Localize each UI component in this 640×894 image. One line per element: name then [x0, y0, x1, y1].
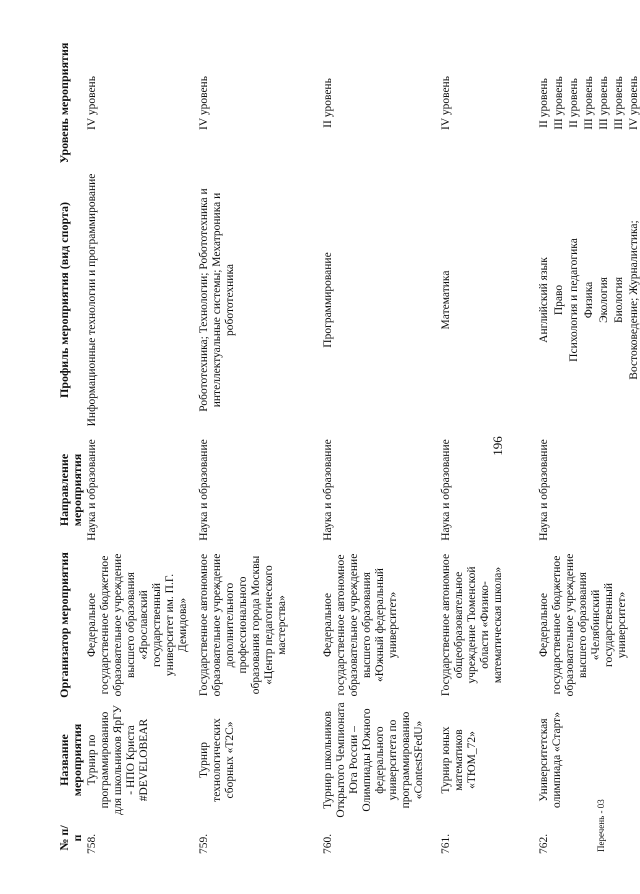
table-body — [86, 36, 640, 856]
level-item: II уровень — [538, 78, 550, 128]
table-row — [538, 36, 640, 856]
event-organizer: Государственное автономное общеобразовательное учреждение Тюменской области «Физико-математическая школа» — [440, 553, 504, 697]
event-organizer: Федеральное государственное автономное образовательное учреждение высшего образования «Южный федеральный университет» — [322, 553, 399, 697]
table-row — [322, 36, 440, 856]
level-item: III уровень — [598, 76, 610, 130]
row-number: 761. — [440, 833, 452, 854]
event-name: Турнир юных математиков «ТЮМ_72» — [440, 726, 478, 794]
event-direction: Наука и образование — [198, 439, 210, 541]
event-organizer: Федеральное государственное бюджетное образовательное учреждение высшего образования «Ярославский государственный университет им. П.Г. Демидова» — [86, 553, 189, 697]
level-item: IV уровень — [628, 76, 640, 130]
level-item: III уровень — [553, 76, 565, 130]
row-number: 760. — [322, 833, 334, 854]
page-number: 196 — [490, 436, 505, 456]
profile-item: Право — [553, 284, 565, 316]
event-direction: Наука и образование — [440, 439, 452, 541]
table-header-row — [58, 36, 86, 856]
event-profile — [538, 170, 640, 430]
event-direction: Наука и образование — [86, 439, 98, 541]
profile-item: Биология — [613, 277, 625, 324]
profile-item: Экология — [598, 277, 610, 323]
header-direction: Направление мероприятия — [57, 453, 84, 527]
profile-item: Робототехника; Технологии; Робототехника и интеллектуальные системы; Мехатроника и робототехника — [198, 188, 236, 412]
event-profile — [440, 170, 538, 430]
profile-item: Программирование — [322, 252, 334, 348]
level-item: IV уровень — [440, 76, 452, 130]
event-direction: Наука и образование — [322, 439, 334, 541]
level-item: IV уровень — [198, 76, 210, 130]
level-item: II уровень — [322, 78, 334, 128]
profile-item: Информационные технологии и программирование — [86, 173, 98, 427]
events-table — [58, 36, 640, 856]
event-level — [86, 36, 198, 170]
row-number: 762. — [538, 833, 550, 854]
profile-item: Востоковедение; Журналистика; — [628, 220, 640, 380]
event-profile — [322, 170, 440, 430]
event-name: Университетская олимпиада «Старт» — [538, 712, 563, 808]
event-level — [440, 36, 538, 170]
event-organizer: Государственное автономное образовательное учреждение дополнительного профессионального образования города Москвы «Центр педагогического мастерства» — [198, 553, 288, 697]
profile-item: Физика — [583, 281, 595, 319]
header-level: Уровень мероприятия — [57, 42, 71, 164]
table-row — [198, 36, 322, 856]
header-name: Название мероприятия — [57, 723, 84, 797]
header-num: № п/п — [57, 825, 84, 851]
table-row — [86, 36, 198, 856]
event-level — [198, 36, 322, 170]
event-direction: Наука и образование — [538, 439, 550, 541]
level-item: IV уровень — [86, 76, 98, 130]
event-profile — [198, 170, 322, 430]
event-name: Турнир школьников Открытого Чемпионата Юга России – Олимпиады Южного федерального университета по программированию «ContestSFedU» — [322, 702, 425, 818]
table-row — [440, 36, 538, 856]
event-level — [538, 36, 640, 170]
event-name: Турнир по программированию для школьников ЯрГУ - НПО Криста #DEVELOBEAR — [86, 705, 150, 815]
header-profile: Профиль мероприятия (вид спорта) — [57, 201, 71, 399]
level-item: III уровень — [613, 76, 625, 130]
event-organizer: Федеральное государственное бюджетное образовательное учреждение высшего образования «Челябинский государственный университет» — [538, 553, 628, 697]
event-level — [322, 36, 440, 170]
level-item: II уровень — [568, 78, 580, 128]
footer-label: Перечень - 03 — [596, 799, 606, 852]
event-profile — [86, 170, 198, 430]
event-name: Турнир технологических сборных «T2C» — [198, 718, 236, 802]
row-number: 758. — [86, 833, 98, 854]
profile-item: Математика — [440, 270, 452, 330]
rotated-content — [57, 36, 640, 856]
profile-item: Английский язык — [538, 257, 550, 343]
profile-item: Психология и педагогика — [568, 238, 580, 362]
row-number: 759. — [198, 833, 210, 854]
level-item: III уровень — [583, 76, 595, 130]
header-organizer: Организатор мероприятия — [57, 552, 71, 698]
